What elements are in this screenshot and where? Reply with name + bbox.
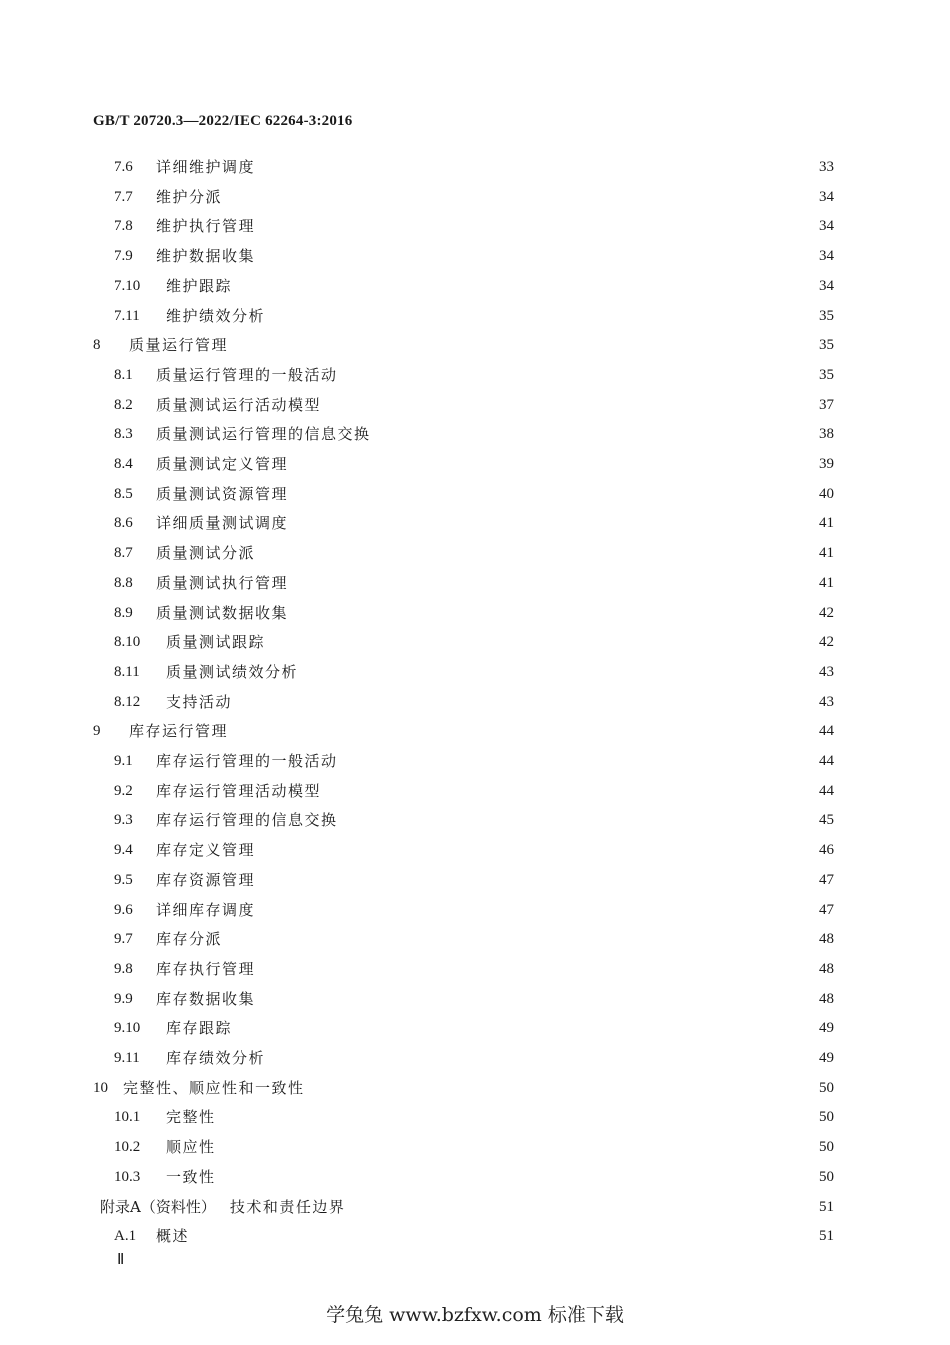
toc-entry[interactable] xyxy=(114,1221,834,1251)
toc-entry-title: 库存跟踪 xyxy=(166,1019,233,1037)
toc-entry[interactable] xyxy=(114,301,834,331)
dot-leader xyxy=(257,211,808,241)
toc-entry-number: 7.8 xyxy=(114,218,133,234)
toc-entry-page: 39 xyxy=(819,456,834,472)
toc-entry-number: 8.4 xyxy=(114,456,133,472)
dot-leader xyxy=(340,805,808,835)
toc-entry-page: 43 xyxy=(819,664,834,680)
toc-entry[interactable] xyxy=(114,657,834,687)
toc-entry-number: 8.7 xyxy=(114,545,133,561)
document-code-header: GB/T 20720.3—2022/IEC 62264-3:2016 xyxy=(93,113,353,129)
dot-leader xyxy=(230,330,808,360)
toc-entry-page: 46 xyxy=(819,842,834,858)
toc-entry[interactable] xyxy=(114,241,834,271)
toc-entry-page: 41 xyxy=(819,575,834,591)
toc-entry[interactable] xyxy=(114,954,834,984)
dot-leader xyxy=(290,598,808,628)
toc-entry-number: 9.8 xyxy=(114,961,133,977)
toc-entry-title: 库存定义管理 xyxy=(156,841,256,859)
toc-entry[interactable] xyxy=(114,984,834,1014)
toc-entry-number: 9.10 xyxy=(114,1020,141,1036)
toc-entry[interactable] xyxy=(114,1162,834,1192)
toc-entry-page: 40 xyxy=(819,486,834,502)
toc-entry-number: 8.1 xyxy=(114,367,133,383)
toc-entry-title: 质量测试数据收集 xyxy=(156,604,289,622)
toc-entry-title: 库存数据收集 xyxy=(156,990,256,1008)
toc-entry-title: 维护绩效分析 xyxy=(166,307,266,325)
dot-leader xyxy=(224,924,808,954)
toc-entry-number: 10 xyxy=(93,1080,108,1096)
dot-leader xyxy=(234,687,808,717)
toc-entry-number: 10.3 xyxy=(114,1169,141,1185)
dot-leader xyxy=(257,152,808,182)
dot-leader xyxy=(218,1102,808,1132)
toc-entry-page: 44 xyxy=(819,783,834,799)
dot-leader xyxy=(267,1043,808,1073)
toc-entry-page: 49 xyxy=(819,1050,834,1066)
toc-entry-page: 44 xyxy=(819,753,834,769)
toc-entry[interactable] xyxy=(114,211,834,241)
dot-leader xyxy=(290,568,808,598)
toc-entry[interactable] xyxy=(114,152,834,182)
toc-entry[interactable] xyxy=(100,1192,834,1222)
toc-entry-title: 质量运行管理的一般活动 xyxy=(156,366,338,384)
dot-leader xyxy=(340,360,808,390)
toc-entry[interactable] xyxy=(114,687,834,717)
toc-entry[interactable] xyxy=(114,805,834,835)
toc-entry-page: 48 xyxy=(819,961,834,977)
dot-leader xyxy=(267,301,808,331)
toc-entry-page: 34 xyxy=(819,278,834,294)
dot-leader xyxy=(323,390,808,420)
toc-entry-title: 质量测试执行管理 xyxy=(156,574,289,592)
toc-entry-page: 47 xyxy=(819,902,834,918)
toc-entry-number: 8.5 xyxy=(114,486,133,502)
toc-entry-number: 附录A（资料性） xyxy=(100,1198,216,1216)
toc-entry[interactable] xyxy=(114,598,834,628)
toc-entry-page: 34 xyxy=(819,189,834,205)
toc-entry-page: 45 xyxy=(819,812,834,828)
toc-entry[interactable] xyxy=(114,271,834,301)
dot-leader xyxy=(218,1162,808,1192)
dot-leader xyxy=(218,1132,808,1162)
dot-leader xyxy=(230,716,808,746)
toc-entry-title: 概述 xyxy=(156,1227,190,1245)
toc-entry-page: 47 xyxy=(819,872,834,888)
toc-entry-number: 7.10 xyxy=(114,278,141,294)
dot-leader xyxy=(340,746,808,776)
dot-leader xyxy=(257,954,808,984)
toc-entry-number: 9 xyxy=(93,723,101,739)
dot-leader xyxy=(257,241,808,271)
toc-entry-page: 42 xyxy=(819,634,834,650)
toc-entry-title: 质量测试定义管理 xyxy=(156,455,289,473)
toc-entry-number: A.1 xyxy=(114,1228,137,1244)
toc-entry-title: 顺应性 xyxy=(166,1138,216,1156)
toc-entry[interactable] xyxy=(114,568,834,598)
toc-entry-number: 9.7 xyxy=(114,931,133,947)
toc-entry-title: 详细库存调度 xyxy=(156,901,256,919)
toc-entry-number: 8.8 xyxy=(114,575,133,591)
toc-entry-page: 48 xyxy=(819,991,834,1007)
toc-entry[interactable] xyxy=(114,449,834,479)
dot-leader xyxy=(323,776,808,806)
toc-entry-number: 9.11 xyxy=(114,1050,140,1066)
toc-entry[interactable] xyxy=(114,865,834,895)
toc-entry-number: 8.12 xyxy=(114,694,141,710)
toc-entry-number: 9.1 xyxy=(114,753,133,769)
toc-entry[interactable] xyxy=(114,746,834,776)
toc-entry[interactable] xyxy=(114,776,834,806)
toc-entry-page: 41 xyxy=(819,515,834,531)
toc-entry-page: 49 xyxy=(819,1020,834,1036)
toc-entry-number: 8.2 xyxy=(114,397,133,413)
dot-leader xyxy=(257,895,808,925)
toc-entry-number: 9.5 xyxy=(114,872,133,888)
toc-entry[interactable] xyxy=(114,390,834,420)
page-marker: Ⅱ xyxy=(117,1252,125,1268)
toc-entry[interactable] xyxy=(114,835,834,865)
toc-entry-number: 10.1 xyxy=(114,1109,141,1125)
watermark: 学兔兔 www.bzfxw.com 标准下载 xyxy=(326,1304,624,1326)
dot-leader xyxy=(257,984,808,1014)
dot-leader xyxy=(257,835,808,865)
toc-entry-title: 质量测试资源管理 xyxy=(156,485,289,503)
toc-entry[interactable] xyxy=(114,1102,834,1132)
toc-entry-title: 库存执行管理 xyxy=(156,960,256,978)
toc-entry-page: 50 xyxy=(819,1169,834,1185)
toc-entry-title: 质量测试运行活动模型 xyxy=(156,396,322,414)
toc-entry-number: 9.4 xyxy=(114,842,133,858)
toc-entry-page: 50 xyxy=(819,1080,834,1096)
toc-entry-title: 维护跟踪 xyxy=(166,277,233,295)
toc-entry[interactable] xyxy=(114,924,834,954)
toc-entry[interactable] xyxy=(114,1013,834,1043)
dot-leader xyxy=(234,271,808,301)
toc-entry-page: 38 xyxy=(819,426,834,442)
toc-entry-title: 一致性 xyxy=(166,1168,216,1186)
toc-entry-title: 库存运行管理的信息交换 xyxy=(156,811,338,829)
toc-entry-page: 50 xyxy=(819,1109,834,1125)
toc-entry-number: 8.9 xyxy=(114,605,133,621)
dot-leader xyxy=(300,657,808,687)
toc-entry-page: 50 xyxy=(819,1139,834,1155)
toc-entry-title: 技术和责任边界 xyxy=(229,1198,346,1216)
toc-entry-number: 8.10 xyxy=(114,634,141,650)
toc-entry-number: 8.3 xyxy=(114,426,133,442)
toc-entry-number: 9.2 xyxy=(114,783,133,799)
toc-entry[interactable] xyxy=(114,538,834,568)
dot-leader xyxy=(191,1221,808,1251)
toc-entry-title: 库存运行管理 xyxy=(129,722,229,740)
toc-entry[interactable] xyxy=(114,508,834,538)
toc-entry-title: 库存运行管理活动模型 xyxy=(156,782,322,800)
toc-entry-number: 9.9 xyxy=(114,991,133,1007)
toc-entry-number: 8 xyxy=(93,337,101,353)
toc-entry-number: 9.6 xyxy=(114,902,133,918)
toc-entry-page: 41 xyxy=(819,545,834,561)
toc-entry[interactable] xyxy=(93,1073,834,1103)
toc-entry[interactable] xyxy=(114,1043,834,1073)
toc-entry-title: 库存绩效分析 xyxy=(166,1049,266,1067)
toc-entry-number: 7.11 xyxy=(114,308,140,324)
toc-entry-page: 34 xyxy=(819,248,834,264)
dot-leader xyxy=(257,865,808,895)
toc-entry-number: 10.2 xyxy=(114,1139,141,1155)
toc-entry-number: 7.7 xyxy=(114,189,133,205)
toc-entry[interactable] xyxy=(93,330,834,360)
toc-entry-page: 35 xyxy=(819,308,834,324)
toc-entry-title: 详细维护调度 xyxy=(156,158,256,176)
toc-entry[interactable] xyxy=(114,627,834,657)
toc-entry-title: 完整性、顺应性和一致性 xyxy=(123,1079,305,1097)
toc-entry-title: 质量测试绩效分析 xyxy=(166,663,299,681)
toc-entry-title: 库存分派 xyxy=(156,930,223,948)
dot-leader xyxy=(373,419,808,449)
toc-entry[interactable] xyxy=(114,1132,834,1162)
toc-entry-title: 质量测试分派 xyxy=(156,544,256,562)
dot-leader xyxy=(307,1073,808,1103)
toc-entry[interactable] xyxy=(114,360,834,390)
toc-entry-page: 51 xyxy=(819,1199,834,1215)
dot-leader xyxy=(290,479,808,509)
toc-entry-page: 35 xyxy=(819,337,834,353)
dot-leader xyxy=(290,508,808,538)
toc-entry-title: 详细质量测试调度 xyxy=(156,514,289,532)
toc-entry-title: 维护执行管理 xyxy=(156,217,256,235)
toc-entry[interactable] xyxy=(114,479,834,509)
toc-entry-title: 质量测试跟踪 xyxy=(166,633,266,651)
toc-entry-page: 48 xyxy=(819,931,834,947)
toc-entry-page: 33 xyxy=(819,159,834,175)
toc-entry-number: 8.6 xyxy=(114,515,133,531)
toc-entry-title: 质量运行管理 xyxy=(129,336,229,354)
toc-entry-title: 完整性 xyxy=(166,1108,216,1126)
toc-entry-page: 51 xyxy=(819,1228,834,1244)
toc-entry-number: 9.3 xyxy=(114,812,133,828)
toc-entry[interactable] xyxy=(114,419,834,449)
toc-entry-title: 支持活动 xyxy=(166,693,233,711)
toc-entry-title: 库存运行管理的一般活动 xyxy=(156,752,338,770)
dot-leader xyxy=(257,538,808,568)
toc-entry-page: 34 xyxy=(819,218,834,234)
dot-leader xyxy=(234,1013,808,1043)
toc-entry-page: 44 xyxy=(819,723,834,739)
dot-leader xyxy=(267,627,808,657)
toc-entry-page: 43 xyxy=(819,694,834,710)
toc-entry-page: 37 xyxy=(819,397,834,413)
toc-entry-title: 质量测试运行管理的信息交换 xyxy=(156,425,371,443)
toc-entry-page: 42 xyxy=(819,605,834,621)
toc-entry[interactable] xyxy=(93,716,834,746)
toc-entry[interactable] xyxy=(114,182,834,212)
toc-entry-page: 35 xyxy=(819,367,834,383)
dot-leader xyxy=(347,1192,808,1222)
toc-entry-title: 维护数据收集 xyxy=(156,247,256,265)
toc-entry-number: 7.6 xyxy=(114,159,133,175)
toc-entry-number: 7.9 xyxy=(114,248,133,264)
toc-entry[interactable] xyxy=(114,895,834,925)
toc-entry-title: 维护分派 xyxy=(156,188,223,206)
toc-entry-number: 8.11 xyxy=(114,664,140,680)
dot-leader xyxy=(224,182,808,212)
dot-leader xyxy=(290,449,808,479)
toc-entry-title: 库存资源管理 xyxy=(156,871,256,889)
